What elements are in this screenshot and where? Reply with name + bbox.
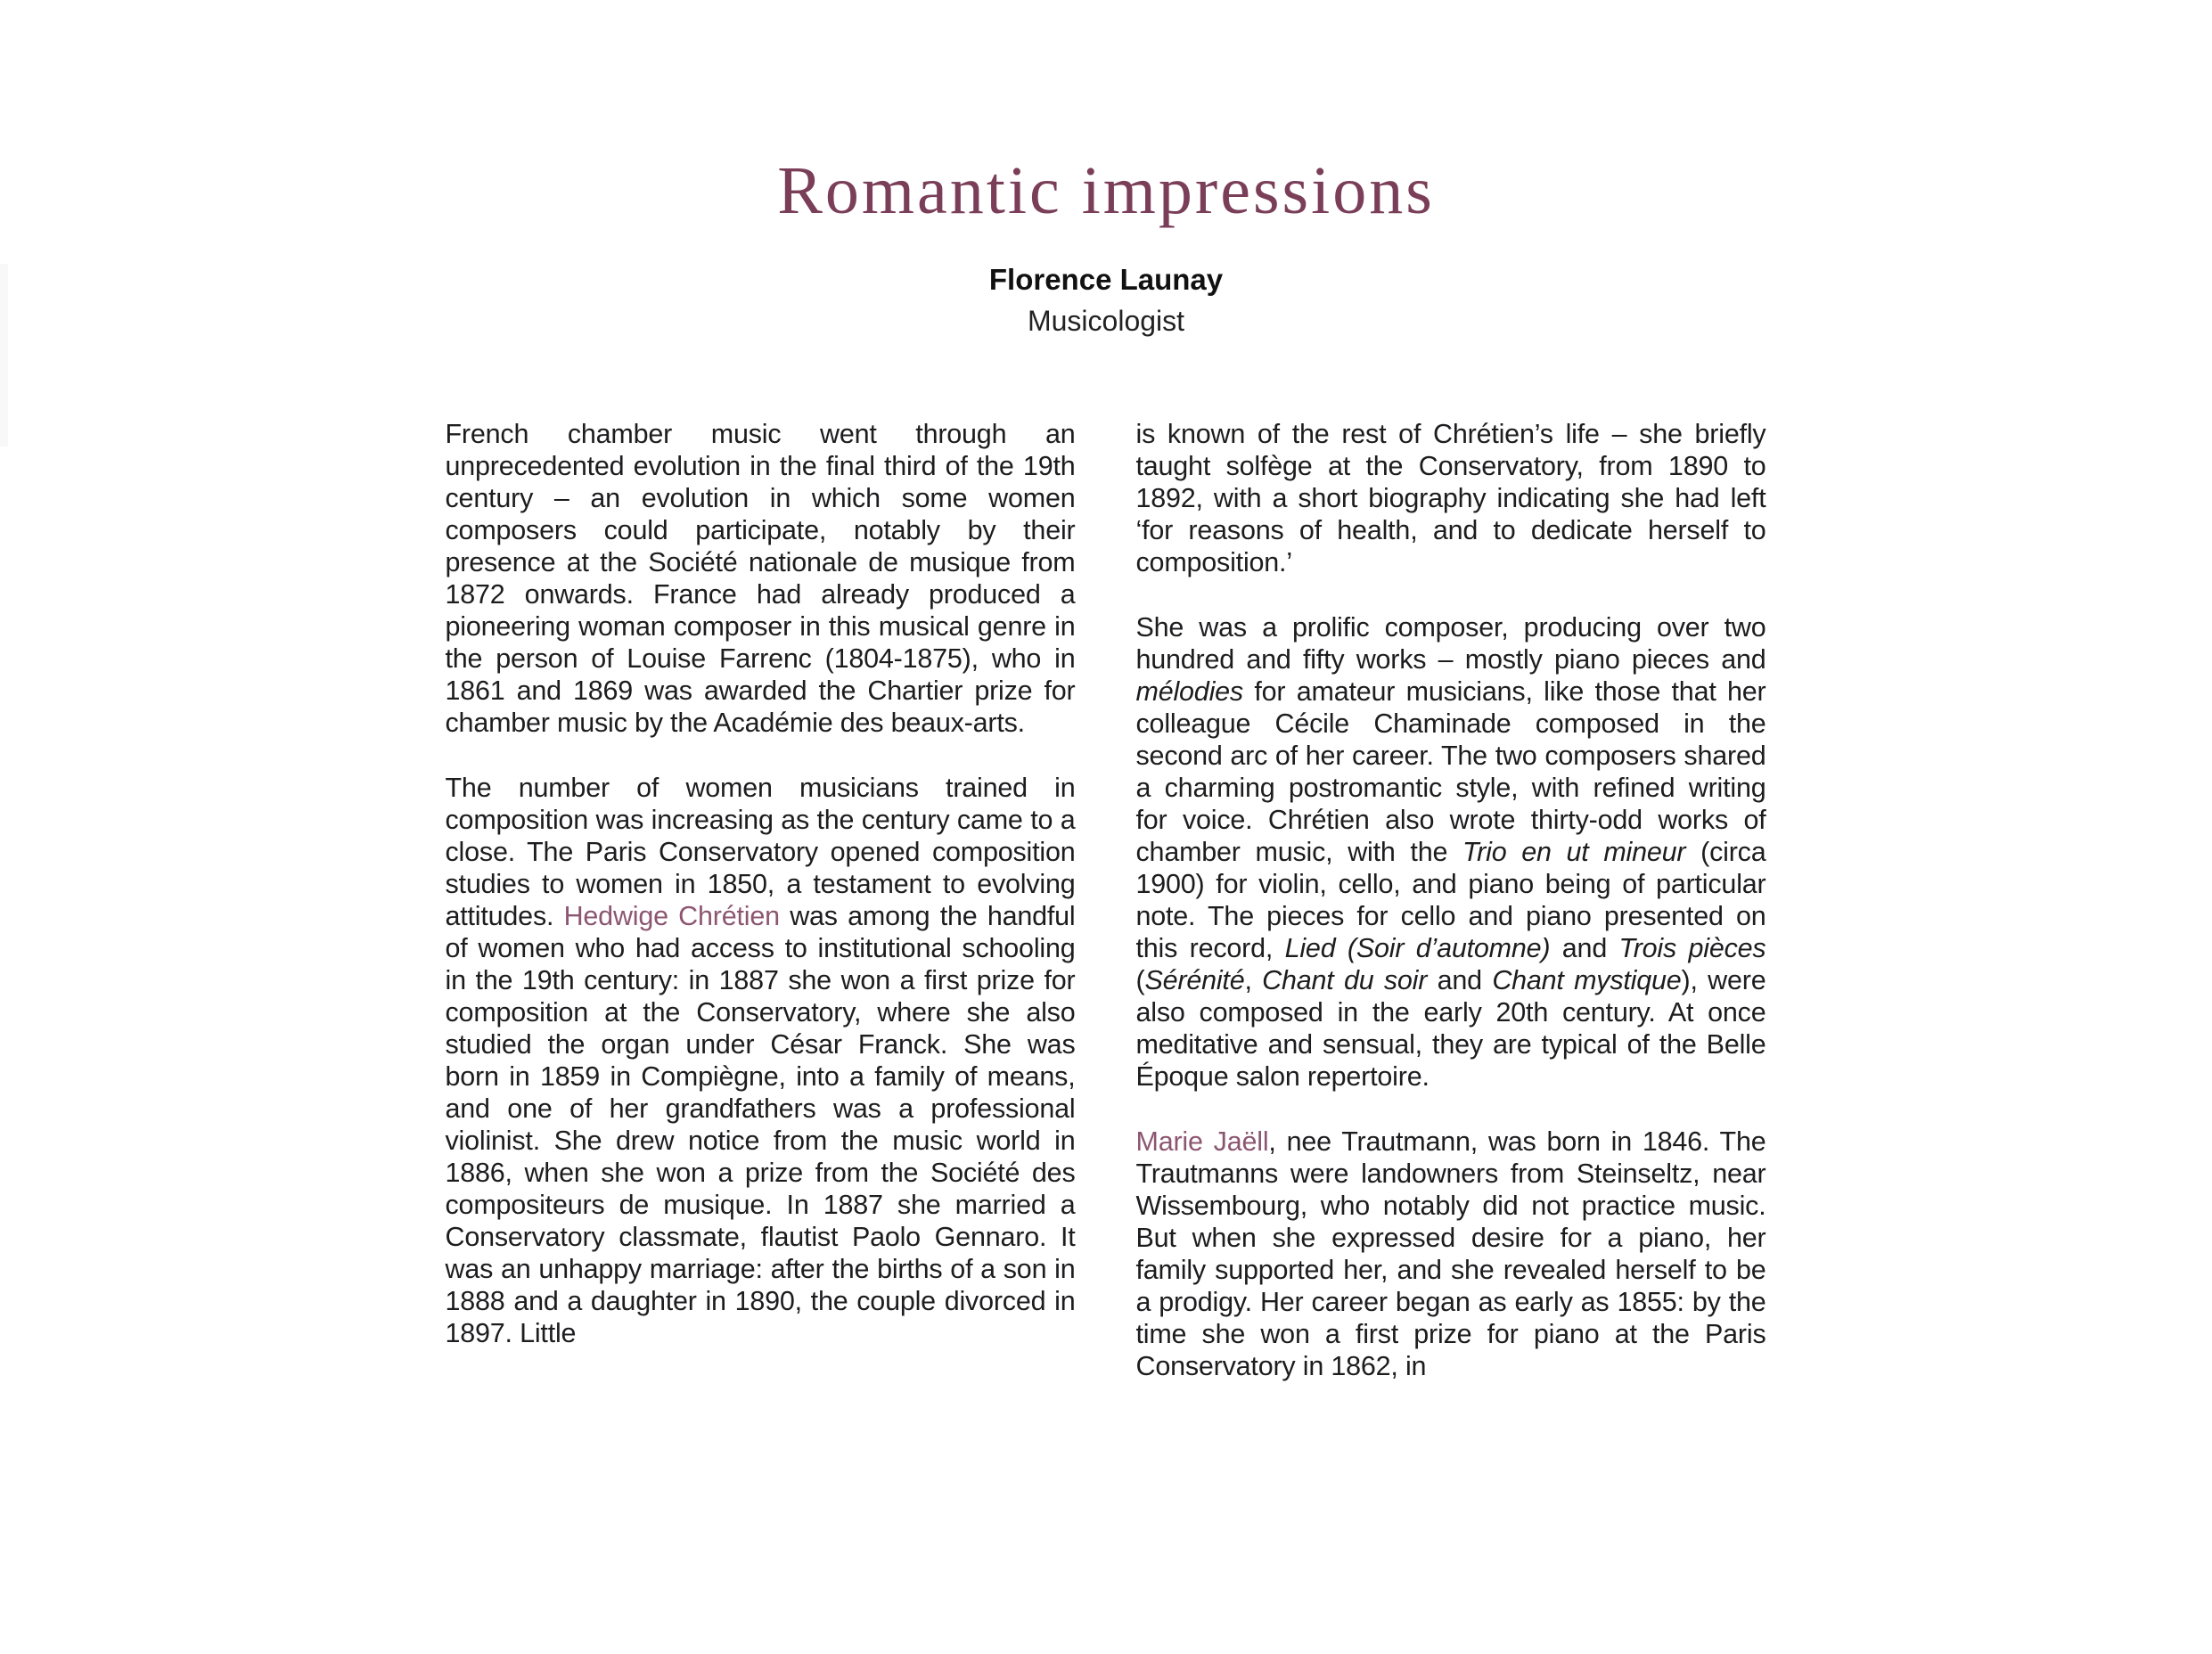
work-title: Sérénité bbox=[1144, 965, 1245, 995]
work-title: Lied (Soir d’automne) bbox=[1284, 933, 1551, 963]
work-title: Chant du soir bbox=[1262, 965, 1428, 995]
text-run: , bbox=[1244, 965, 1263, 995]
paragraph bbox=[446, 772, 1076, 1349]
author-role: Musicologist bbox=[1027, 305, 1185, 337]
text-run: and bbox=[1550, 933, 1619, 963]
right-column bbox=[1136, 418, 1766, 1382]
text-run: was among the handful of women who had access to institutional schooling in the 19th century: in 1887 she won a first prize for composition at the Conservatory, where she also studied the organ under César Franck. She was born in 1859 in Compiègne, into a family of means, and one of her grandfathers was a professional violinist. She drew notice from the music world in 1886, when she won a prize from the Société des compositeurs de musique. In 1887 she married a Conservatory classmate, flautist Paolo Gennaro. It was an unhappy marriage: after the births of a son in 1888 and a daughter in 1890, the couple divorced in 1897. Little bbox=[445, 901, 1076, 1348]
article-header bbox=[0, 0, 2212, 338]
text-run: for amateur musicians, like those that her colleague Cécile Chaminade composed in the second arc of her career. The two composers shared a charming postromantic style, with refined writing for voice. Chrétien also wrote thirty-odd works of chamber music, with the bbox=[1135, 676, 1766, 867]
text-run: and bbox=[1427, 965, 1493, 995]
text-run: ( bbox=[1135, 965, 1145, 995]
text-run: She was a prolific composer, producing over two hundred and fifty works – mostly piano pieces and bbox=[1135, 612, 1766, 675]
page-title: Romantic impressions bbox=[777, 153, 1435, 228]
text-run: ), were also composed in the early 20th century. At once meditative and sensual, they are typical of the Belle Époque salon repertoire. bbox=[1135, 965, 1766, 1092]
author-name: Florence Launay bbox=[988, 263, 1224, 296]
text-run: , nee Trautmann, was born in 1846. The Trautmanns were landowners from Steinseltz, near Wissembourg, who notably did not practice music. But when she expressed desire for a piano, her family supported her, and she revealed herself to be a prodigy. Her career began as early as 1855: by the time she won a first prize for piano at the Paris Conservatory in 1862, in bbox=[1135, 1126, 1766, 1381]
work-title: Chant mystique bbox=[1492, 965, 1682, 995]
text-run: is known of the rest of Chrétien’s life – she briefly taught solfège at the Conservatory, from 1890 to 1892, with a short biography indicating she had left ‘for reasons of health, and to dedicate herself to composition.’ bbox=[1135, 419, 1766, 577]
article-body bbox=[446, 418, 1767, 1382]
work-title: Trio en ut mineur bbox=[1462, 837, 1686, 867]
paragraph bbox=[1136, 611, 1766, 1093]
paragraph bbox=[1136, 418, 1766, 578]
paragraph bbox=[1136, 1126, 1766, 1382]
work-title: mélodies bbox=[1135, 676, 1243, 707]
work-title: Trois pièces bbox=[1618, 933, 1766, 963]
composer-name: Marie Jaëll bbox=[1135, 1126, 1269, 1157]
composer-name: Hedwige Chrétien bbox=[563, 901, 780, 931]
text-run: The number of women musicians trained in composition was increasing as the century came to a close. The Paris Conservatory opened composition studies to women in 1850, a testament to evolving attitudes. bbox=[445, 773, 1076, 931]
paragraph bbox=[446, 418, 1076, 739]
page-edge-shadow bbox=[0, 264, 8, 446]
text-run: French chamber music went through an unprecedented evolution in the final third of the 19th century – an evolution in which some women composers could participate, notably by their presence at the Société nationale de musique from 1872 onwards. France had already produced a pioneering woman composer in this musical genre in the person of Louise Farrenc (1804-1875), who in 1861 and 1869 was awarded the Chartier prize for chamber music by the Académie des beaux-arts. bbox=[445, 419, 1076, 738]
left-column bbox=[446, 418, 1076, 1382]
text-run: (circa 1900) for violin, cello, and piano being of particular note. The pieces for cello and piano presented on this record, bbox=[1135, 837, 1766, 963]
